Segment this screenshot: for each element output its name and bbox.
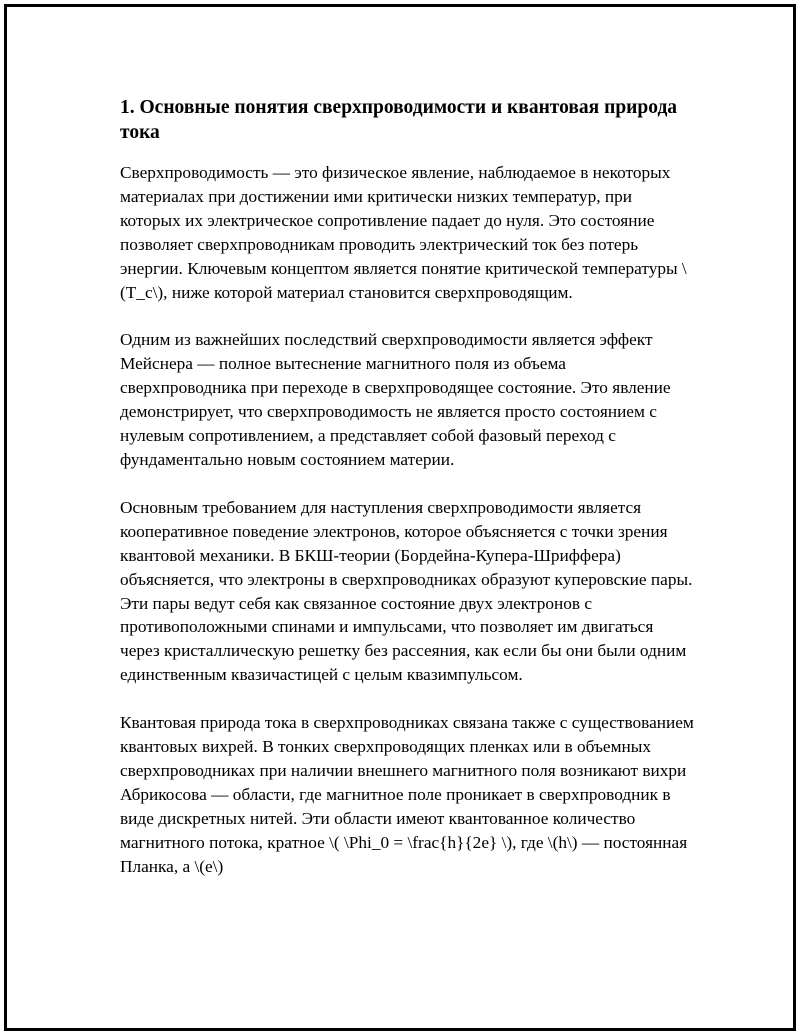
paragraph-3: Основным требованием для наступления сверхпроводимости является кооперативное поведение электронов, которое объясняется с точки зрения квантовой механики. В БКШ-теории (Бордейна-Купера-Шриффера) объясняется, что электроны в сверхпроводниках образуют куперовские пары. Эти пары ведут себя как связанное состояние двух электронов с противоположными спинами и импульсами, что позволяет им двигаться через кристаллическую решетку без рассеяния, как если бы они были одним единственным квазичастицей с целым квазимпульсом. bbox=[120, 497, 693, 685]
paragraph-2: Одним из важнейших последствий сверхпроводимости является эффект Мейснера — полное вытеснение магнитного поля из объема сверхпроводника при переходе в сверхпроводящее состояние. Это явление демонстрирует, что сверхпроводимость не является просто состоянием с нулевым сопротивлением, а представляет собой фазовый переход с фундаментально новым состоянием материи. bbox=[120, 330, 671, 469]
document-body bbox=[120, 95, 695, 902]
section-heading: 1. Основные понятия сверхпроводимости и квантовая природа тока bbox=[120, 97, 678, 143]
paragraph-1: Сверхпроводимость — это физическое явление, наблюдаемое в некоторых материалах при достижении ими критически низких температур, при которых их электрическое сопротивление падает до нуля. Это состояние позволяет сверхпроводникам проводить электрический ток без потерь энергии. Ключевым концептом является понятие критической температуры \(T_c\), ниже которой материал становится сверхпроводящим. bbox=[120, 163, 687, 302]
page-frame bbox=[4, 4, 796, 1031]
paragraph-4: Квантовая природа тока в сверхпроводниках связана также с существованием квантовых вихрей. В тонких сверхпроводящих пленках или в объемных сверхпроводниках при наличии внешнего магнитного поля возникают вихри Абрикосова — области, где магнитное поле проникает в сверхпроводник в виде дискретных нитей. Эти области имеют квантованное количество магнитного потока, кратное \( \Phi_0 = \frac{h}{2e} \), где \(h\) — постоянная Планка, а \(e\) bbox=[120, 713, 694, 876]
